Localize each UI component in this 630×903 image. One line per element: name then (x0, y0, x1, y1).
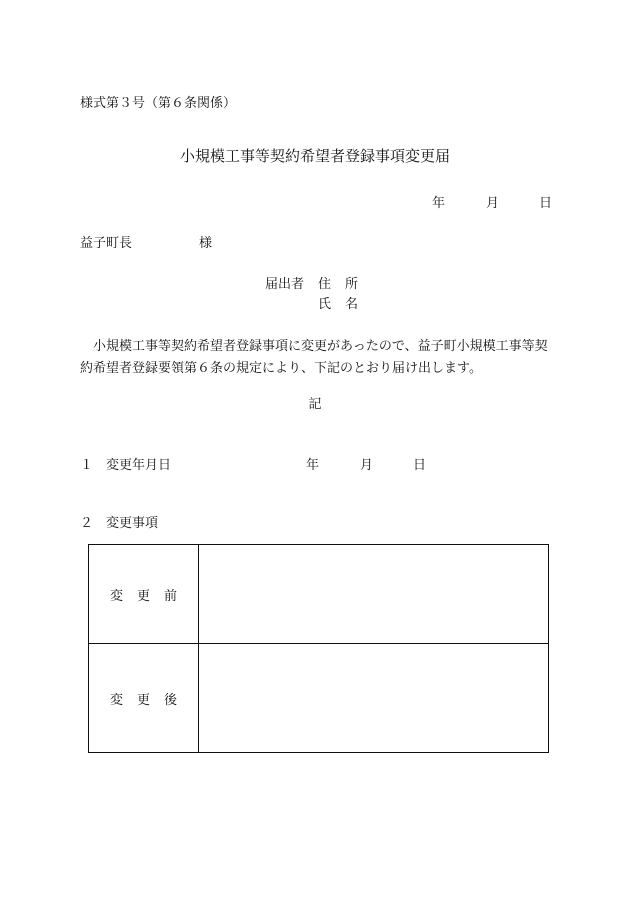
name-label-char-1: 氏 (318, 297, 332, 312)
document-title: 小規模工事等契約希望者登録事項変更届 (179, 147, 450, 165)
after-label (89, 644, 199, 753)
body-paragraph: 小規模工事等契約希望者登録事項に変更があったので、益子町小規模工事等契約希望者登録要領第６条の規定により、下記のとおり届け出します。 (80, 339, 548, 376)
applicant-label: 届出者 (265, 277, 305, 292)
before-label-char: 更 (136, 588, 150, 604)
item2-number: ２ (80, 516, 94, 531)
after-label-char: 後 (164, 692, 178, 708)
after-value-cell[interactable] (199, 644, 549, 753)
form-number: 様式第３号（第６条関係） (80, 96, 237, 111)
before-label (89, 545, 199, 644)
after-label-char: 更 (136, 692, 150, 708)
item1-number: １ (80, 458, 94, 473)
table-row-before (89, 545, 549, 644)
item2-label: 変更事項 (106, 516, 159, 531)
item1-month-label: 月 (360, 458, 374, 473)
date-day-label: 日 (539, 196, 553, 211)
before-label-char: 変 (109, 588, 123, 604)
item1-year-label: 年 (306, 458, 320, 473)
address-label-char-1: 住 (318, 277, 332, 292)
before-value-cell[interactable] (199, 545, 549, 644)
date-month-label: 月 (486, 196, 500, 211)
item1-label: 変更年月日 (106, 458, 172, 473)
name-label-char-2: 名 (345, 297, 359, 312)
address-label-char-2: 所 (345, 277, 359, 292)
recipient-name: 益子町長 (80, 236, 133, 251)
ki-heading: 記 (308, 397, 322, 412)
recipient-honorific: 様 (199, 236, 213, 251)
date-year-label: 年 (432, 196, 446, 211)
table-row-after (89, 644, 549, 753)
after-label-char: 変 (109, 692, 123, 708)
item1-day-label: 日 (413, 458, 427, 473)
before-label-char: 前 (164, 588, 178, 604)
change-table (88, 544, 549, 753)
